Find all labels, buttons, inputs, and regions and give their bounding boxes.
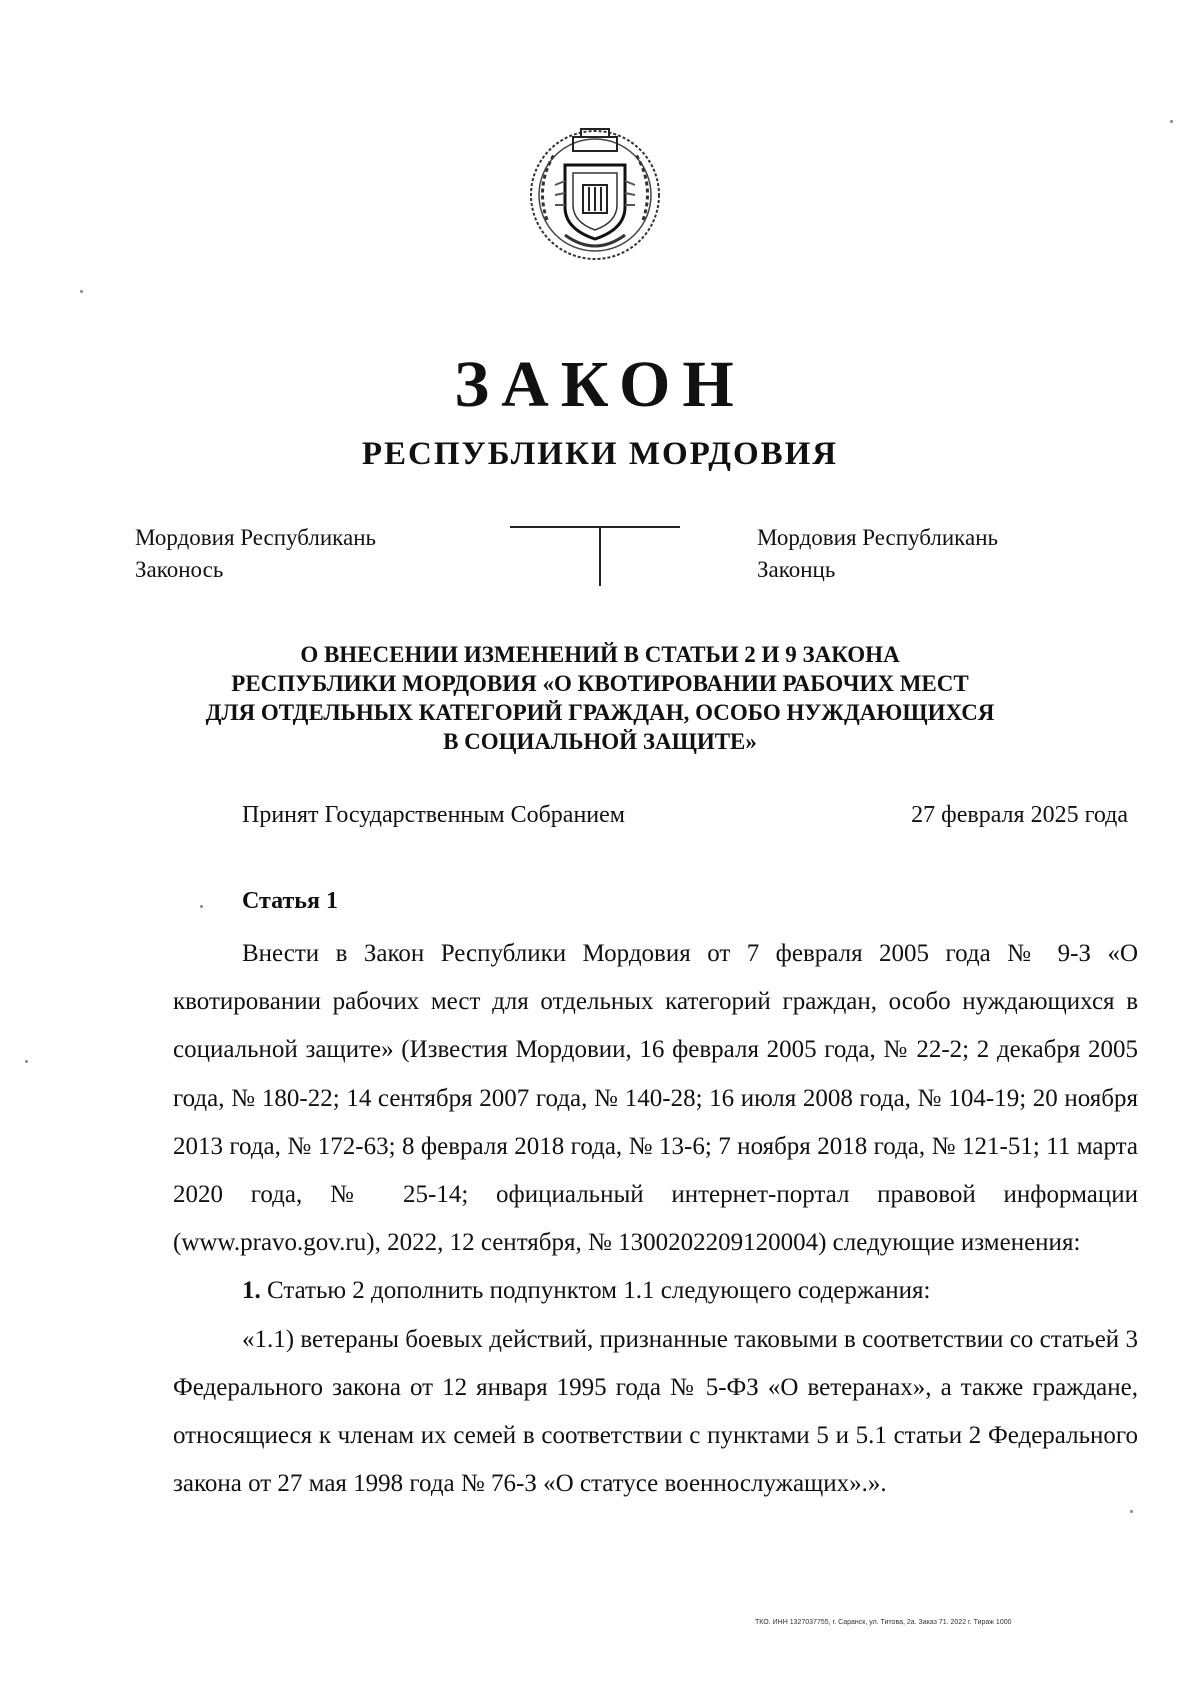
moksha-title-line-1: Мордовия Республикань — [135, 525, 377, 550]
scan-speck — [25, 1060, 28, 1063]
print-info: ТКО. ИНН 1327037755, г. Саранск, ул. Титова, 2а. Заказ 71. 2022 г. Тираж 1000 — [755, 1619, 1012, 1626]
law-title-line: РЕСПУБЛИКИ МОРДОВИЯ «О КВОТИРОВАНИИ РАБОЧИХ МЕСТ — [231, 671, 969, 696]
page-title: ЗАКОН — [454, 348, 746, 421]
law-title — [0, 640, 1200, 756]
page-subtitle: РЕСПУБЛИКИ МОРДОВИЯ — [361, 436, 839, 472]
header-divider-vertical — [599, 528, 601, 586]
law-title-line: В СОЦИАЛЬНОЙ ЗАЩИТЕ» — [443, 729, 757, 754]
law-title-line: ДЛЯ ОТДЕЛЬНЫХ КАТЕГОРИЙ ГРАЖДАН, ОСОБО НУЖДАЮЩИХСЯ — [205, 700, 995, 725]
article-quote-paragraph: «1.1) ветераны боевых действий, признанные таковыми в соответствии со статьей 3 Федерального закона от 12 января 1995 года № 5-ФЗ «О ветеранах», а также граждане, относящиеся к членам их семей в соответствии с пунктами 5 и 5.1 статьи 2 Федерального закона от 27 мая 1998 года № 76-З «О статусе военнослужащих».». — [173, 1325, 1138, 1498]
moksha-title-block — [135, 522, 376, 586]
scan-speck — [80, 290, 83, 293]
law-title-line: О ВНЕСЕНИИ ИЗМЕНЕНИЙ В СТАТЬИ 2 И 9 ЗАКОНА — [300, 642, 900, 667]
erzya-title-line-1: Мордовия Республикань — [757, 525, 999, 550]
scan-speck — [200, 905, 203, 908]
coat-of-arms-emblem — [525, 125, 665, 265]
erzya-title-block — [757, 522, 998, 586]
moksha-title-line-2: Законось — [135, 557, 224, 582]
article-intro-paragraph: Внести в Закон Республики Мордовия от 7 февраля 2005 года № 9-З «О квотировании рабочих мест для отдельных категорий граждан, особо нуждающихся в социальной защите» (Известия Мордовии, 16 февраля 2005 года, № 22-2; 2 декабря 2005 года, № 180-22; 14 сентября 2007 года, № 140-28; 16 июля 2008 года, № 104-19; 20 ноября 2013 года, № 172-63; 8 февраля 2018 года, № 13-6; 7 ноября 2018 года, № 121-51; 11 марта 2020 года, № 25-14; официальный интернет-портал правовой информации (www.pravo.gov.ru), 2022, 12 сентября, № 1300202209120004) следующие изменения: — [173, 940, 1138, 1257]
scan-speck — [1130, 1510, 1133, 1513]
article-heading: Статья 1 — [242, 888, 338, 914]
article-body — [173, 930, 1138, 1508]
erzya-title-line-2: Законць — [757, 557, 836, 582]
article-item-paragraph — [173, 1267, 1138, 1315]
scan-speck — [1170, 120, 1173, 123]
item-text: Статью 2 дополнить подпунктом 1.1 следующего содержания: — [260, 1277, 931, 1305]
header-divider-horizontal — [510, 526, 680, 528]
adoption-label: Принят Государственным Собранием — [242, 802, 625, 828]
adoption-date: 27 февраля 2025 года — [911, 802, 1128, 828]
item-number: 1. — [242, 1277, 261, 1305]
